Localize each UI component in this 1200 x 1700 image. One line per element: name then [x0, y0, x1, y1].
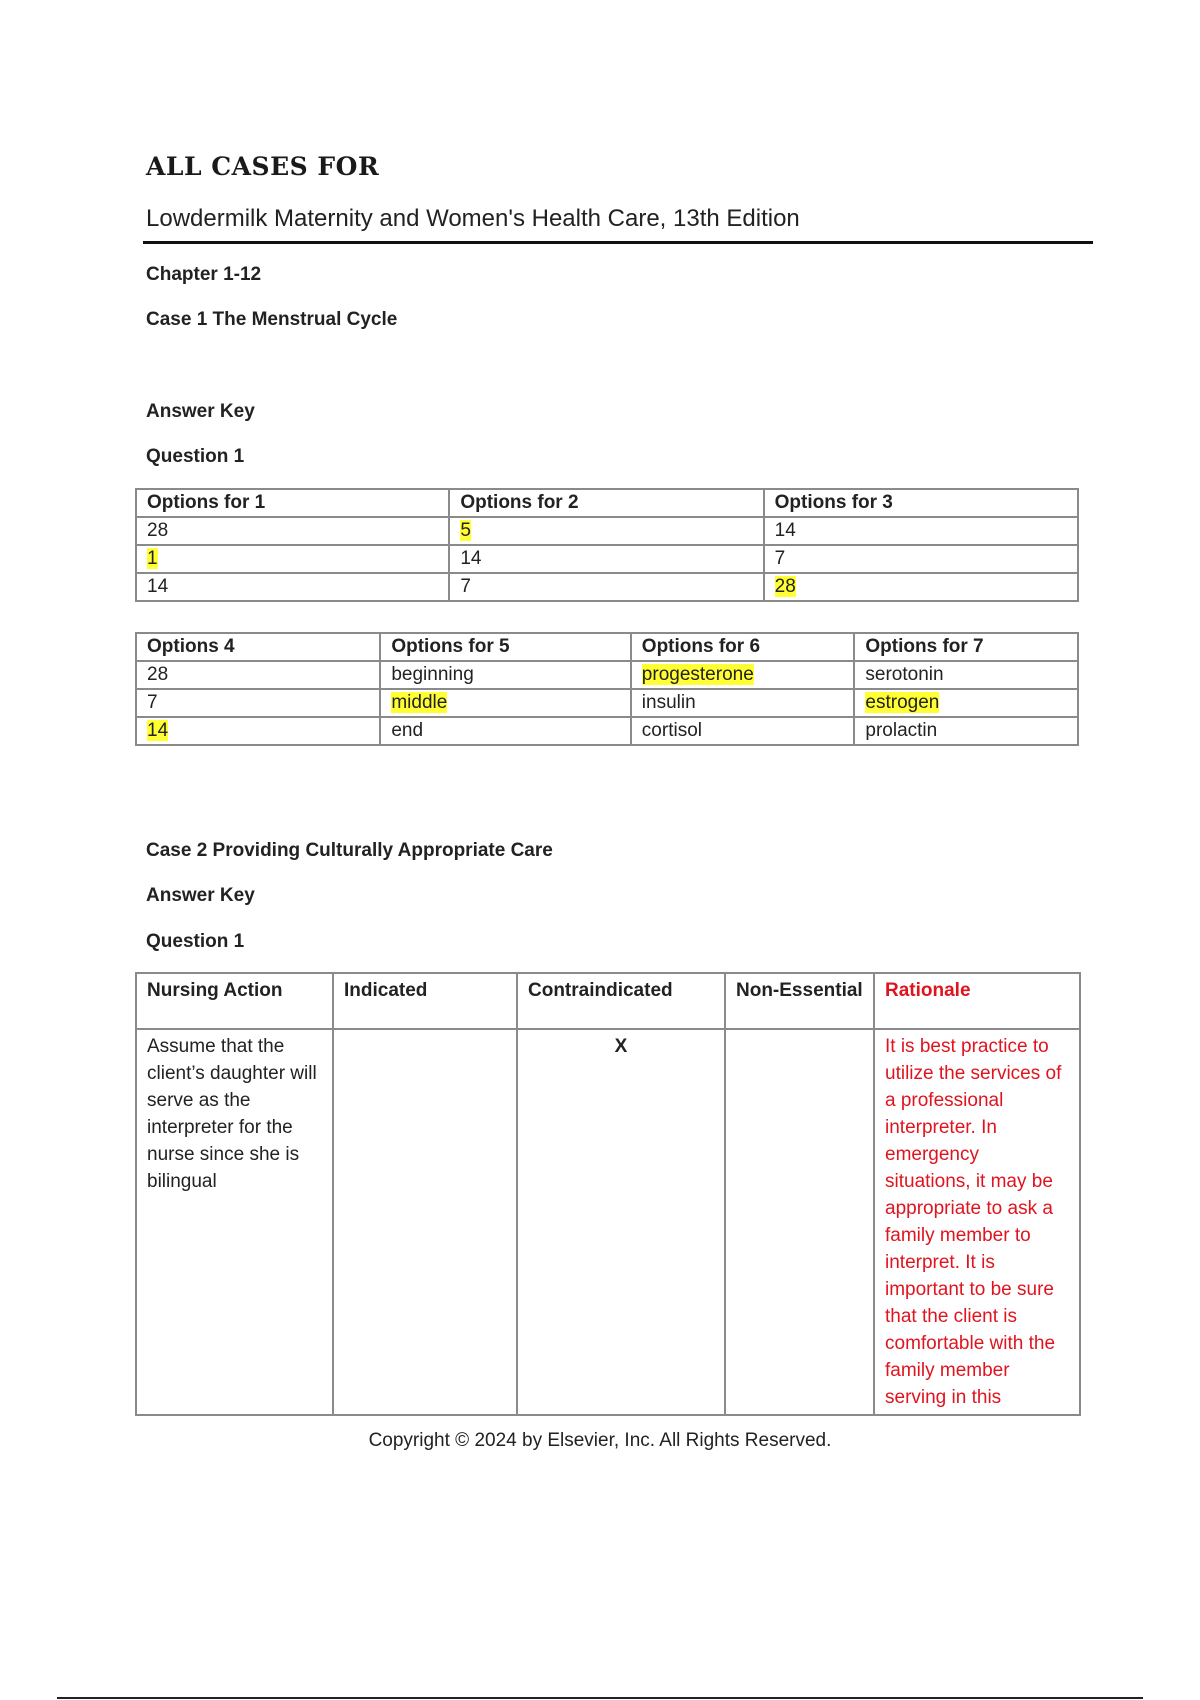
highlighted-answer: 1	[147, 548, 158, 569]
table-header-cell: Indicated	[333, 973, 517, 1029]
table-cell	[854, 717, 1078, 745]
rationale-header: Rationale	[874, 973, 1080, 1029]
cell-text: 14	[147, 576, 169, 597]
table-cell	[631, 689, 855, 717]
cell-text: serotonin	[865, 664, 944, 685]
table-cell	[136, 573, 449, 601]
cell-text: cortisol	[641, 720, 702, 741]
table-row	[136, 545, 1078, 573]
cell-text: prolactin	[865, 720, 938, 741]
cell-text: end	[391, 720, 424, 741]
table-cell	[631, 717, 855, 745]
case1-answer-key: Answer Key	[146, 401, 255, 422]
cell-text: 28	[147, 664, 169, 685]
highlighted-answer: 14	[147, 720, 169, 741]
table-header-cell: Options for 1	[136, 489, 449, 517]
case2-title: Case 2 Providing Culturally Appropriate Care	[146, 840, 553, 861]
table-cell	[136, 545, 449, 573]
table-row	[136, 689, 1078, 717]
table-cell	[136, 717, 380, 745]
table-header-cell: Options for 3	[764, 489, 1078, 517]
cell-text: 14	[774, 520, 796, 541]
highlighted-answer: progesterone	[641, 664, 754, 685]
case1-options-table-2	[135, 632, 1079, 746]
cell-text: beginning	[391, 664, 474, 685]
table-row	[136, 1029, 1080, 1415]
table-cell	[136, 517, 449, 545]
table-row	[136, 717, 1078, 745]
table-cell	[764, 545, 1078, 573]
contraindicated-mark: X	[517, 1029, 725, 1415]
rationale-cell: It is best practice to utilize the services of a professional interpreter. In emergency situations, it may be appropriate to ask a family member to interpret. It is important to be sure that the client is comfortable with the family member serving in this	[874, 1029, 1080, 1415]
table-header-cell: Options for 5	[380, 633, 630, 661]
table-cell	[449, 517, 763, 545]
table-header-cell: Options 4	[136, 633, 380, 661]
case2-answer-key: Answer Key	[146, 885, 255, 906]
doc-title: ALL CASES FOR	[146, 152, 380, 181]
table-row	[136, 661, 1078, 689]
case1-options-table-1	[135, 488, 1079, 602]
table-header-cell: Nursing Action	[136, 973, 333, 1029]
table-row	[136, 517, 1078, 545]
table-header-cell: Options for 6	[631, 633, 855, 661]
table-cell	[854, 661, 1078, 689]
table-header-cell: Contraindicated	[517, 973, 725, 1029]
bottom-divider	[57, 1697, 1143, 1699]
table-cell	[380, 717, 630, 745]
cell-text: insulin	[641, 692, 696, 713]
cell-text: 7	[460, 576, 471, 597]
case2-nursing-action-table	[135, 972, 1081, 1416]
highlighted-answer: estrogen	[865, 692, 940, 713]
table-cell	[631, 661, 855, 689]
cell-text: 7	[774, 548, 786, 569]
nursing-action-cell: Assume that the client’s daughter will serve as the interpreter for the nurse since she is bilingual	[136, 1029, 333, 1415]
table-header-row	[136, 489, 1078, 517]
copyright-footer: Copyright © 2024 by Elsevier, Inc. All Rights Reserved.	[368, 1430, 832, 1451]
cell-text: 14	[460, 548, 482, 569]
table-cell	[764, 573, 1078, 601]
table-header-cell: Non-Essential	[725, 973, 874, 1029]
non-essential-cell	[725, 1029, 874, 1415]
table-cell	[449, 545, 763, 573]
table-cell	[136, 689, 380, 717]
table-header-row	[136, 633, 1078, 661]
table-cell	[854, 689, 1078, 717]
case1-title: Case 1 The Menstrual Cycle	[146, 309, 398, 330]
table-header-row	[136, 973, 1080, 1029]
table-header-cell: Options for 7	[854, 633, 1078, 661]
title-divider	[143, 241, 1093, 244]
highlighted-answer: 28	[774, 576, 796, 597]
table-cell	[449, 573, 763, 601]
table-cell	[136, 661, 380, 689]
table-cell	[380, 661, 630, 689]
case1-question: Question 1	[146, 446, 245, 467]
table-header-cell: Options for 2	[449, 489, 763, 517]
book-title: Lowdermilk Maternity and Women's Health Care, 13th Edition	[146, 205, 800, 232]
case2-question: Question 1	[146, 931, 245, 952]
chapter-label: Chapter 1-12	[146, 264, 262, 285]
table-cell	[764, 517, 1078, 545]
table-cell	[380, 689, 630, 717]
cell-text: 28	[147, 520, 169, 541]
table-row	[136, 573, 1078, 601]
indicated-cell	[333, 1029, 517, 1415]
highlighted-answer: 5	[460, 520, 471, 541]
cell-text: 7	[147, 692, 158, 713]
highlighted-answer: middle	[391, 692, 448, 713]
